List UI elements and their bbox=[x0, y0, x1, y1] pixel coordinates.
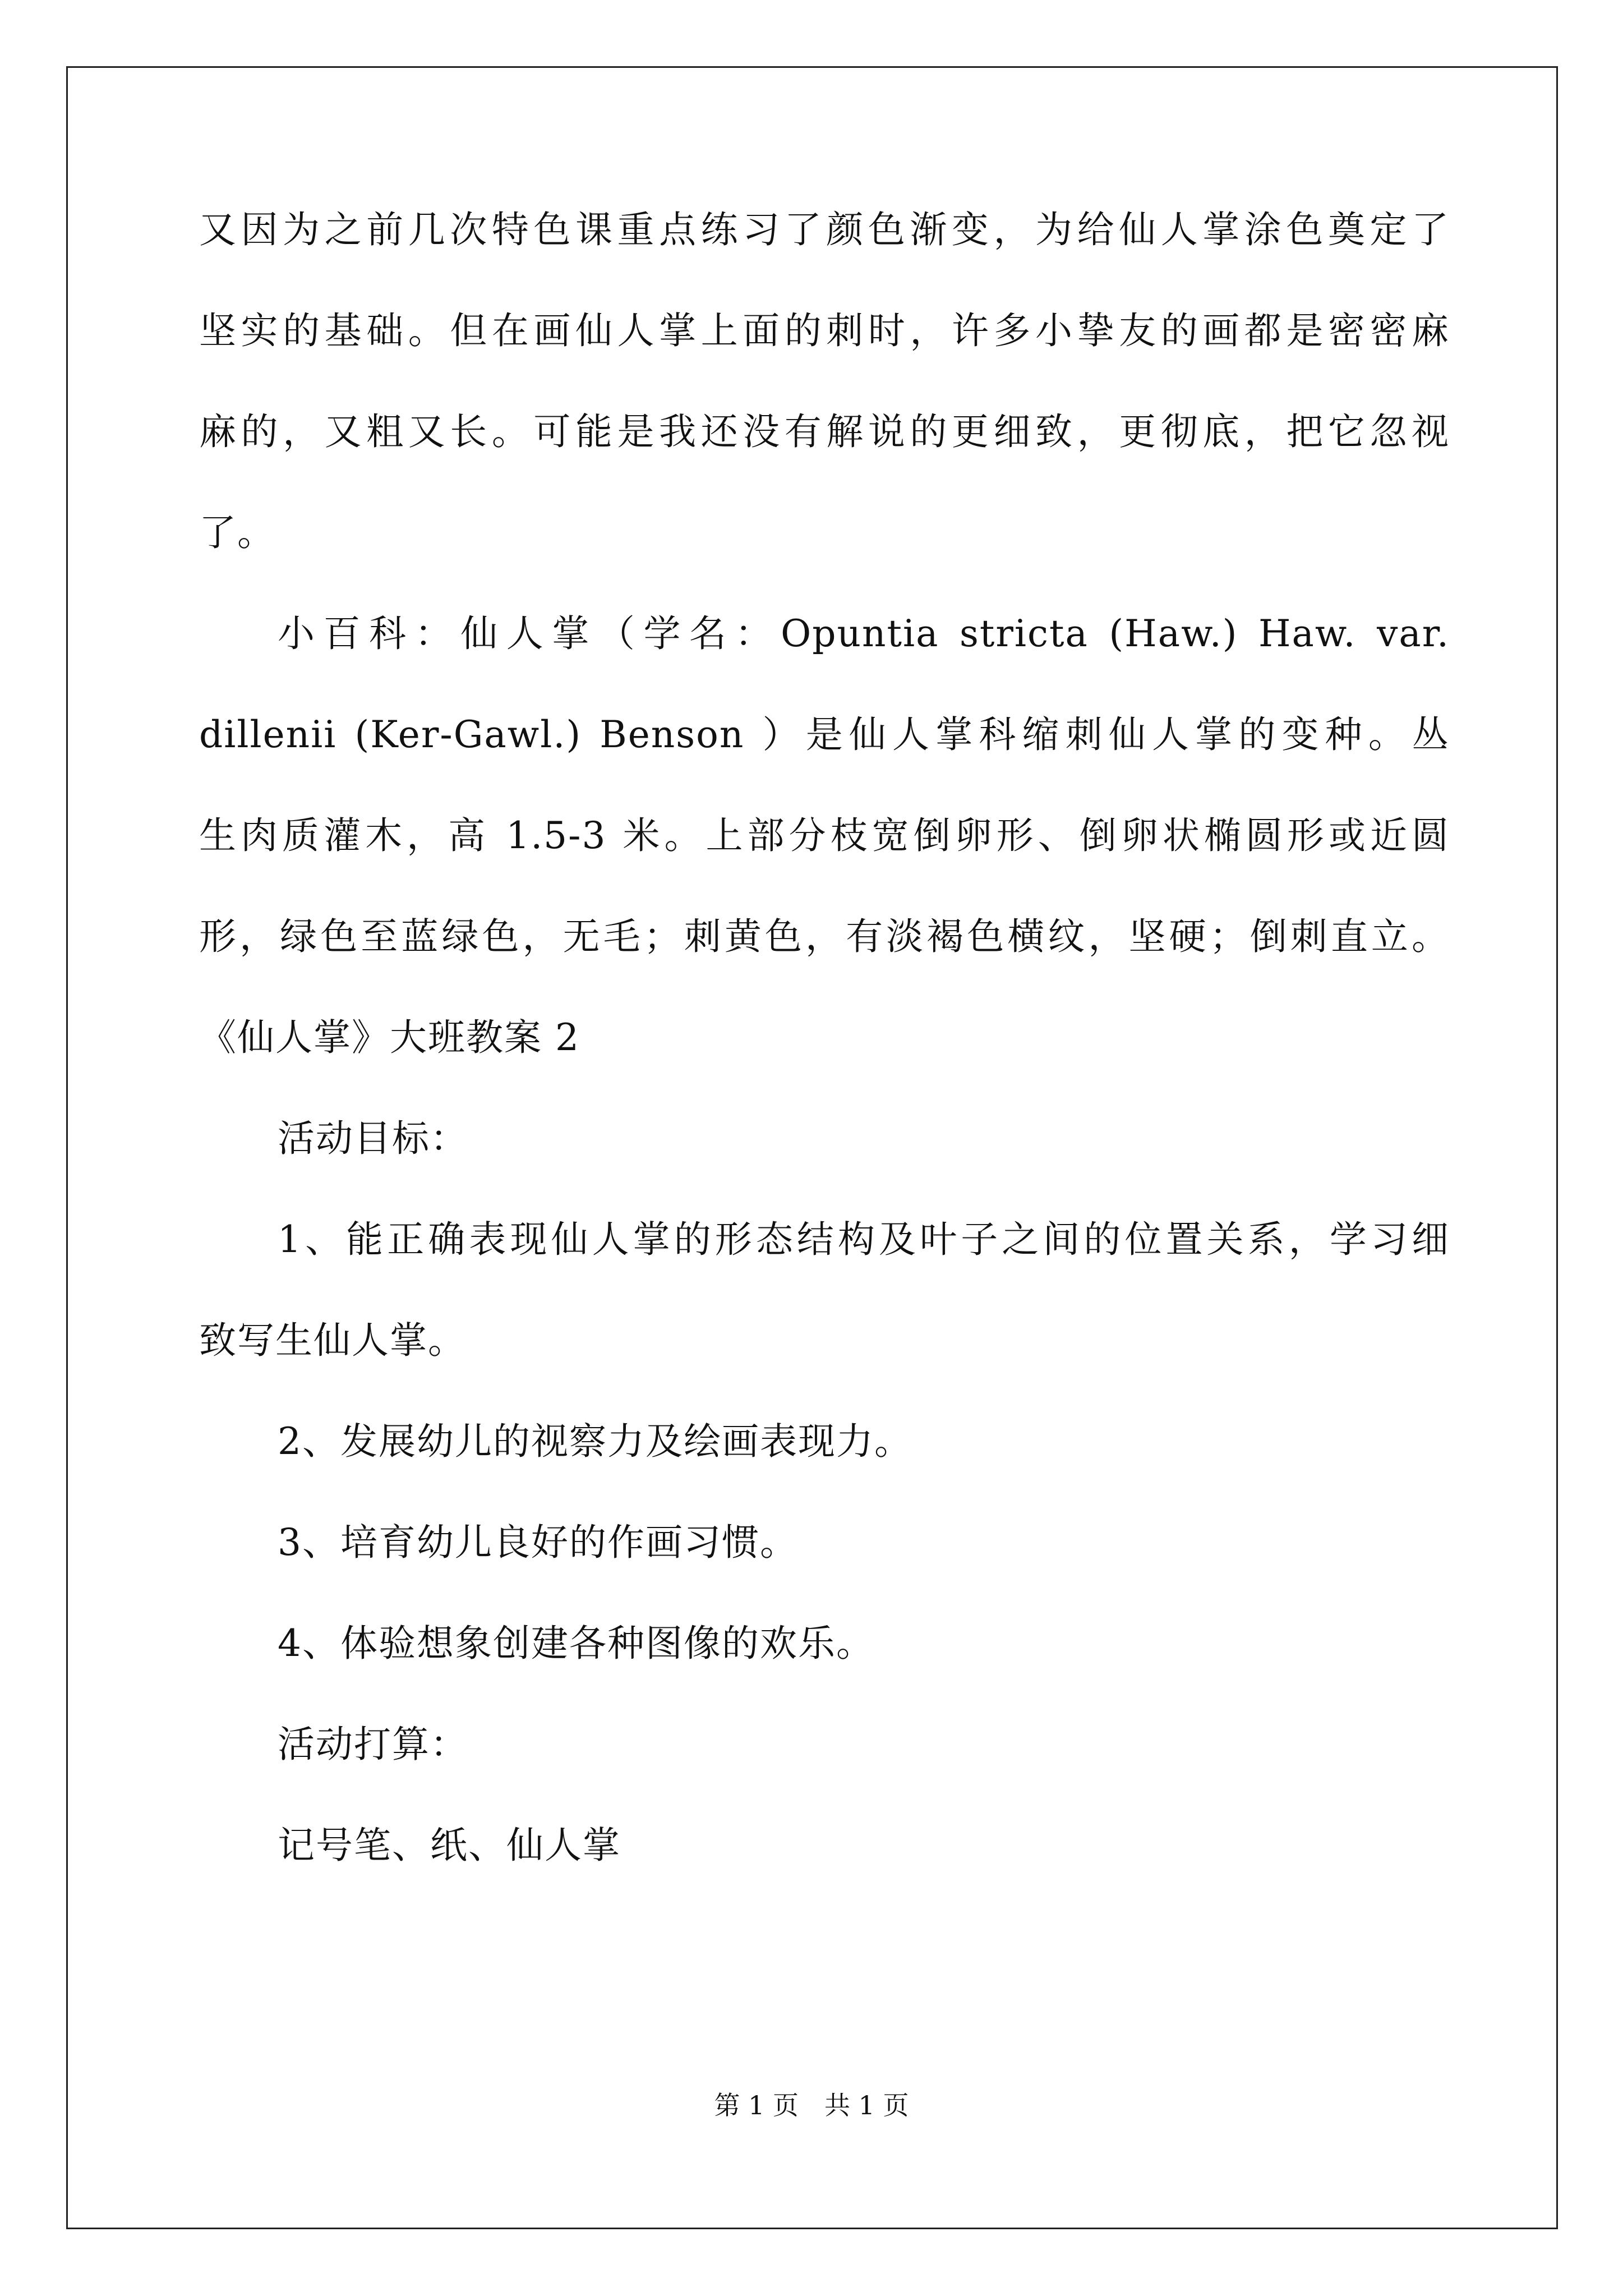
page-number: 第 1 页 共 1 页 bbox=[714, 2090, 909, 2120]
paragraph-line: 了。 bbox=[199, 511, 275, 554]
subheading-goals: 活动目标： bbox=[278, 1117, 468, 1160]
section-heading: 《仙人掌》大班教案 2 bbox=[199, 1016, 580, 1059]
list-item: 4、体验想象创建各种图像的欢乐。 bbox=[278, 1622, 874, 1665]
materials-line: 记号笔、纸、仙人掌 bbox=[278, 1824, 621, 1867]
paragraph-line: 小百科：仙人掌（学名：Opuntia stricta (Haw.) Haw. var. bbox=[278, 612, 1450, 655]
paragraph-line: 坚实的基础。但在画仙人掌上面的刺时，许多小挚友的画都是密密麻 bbox=[199, 309, 1450, 352]
paragraph-line: 又因为之前几次特色课重点练习了颜色渐变，为给仙人掌涂色奠定了 bbox=[199, 208, 1450, 251]
paragraph-line: 麻的，又粗又长。可能是我还没有解说的更细致，更彻底，把它忽视 bbox=[199, 410, 1450, 453]
paragraph-line: 形，绿色至蓝绿色，无毛；刺黄色，有淡褐色横纹，坚硬；倒刺直立。 bbox=[199, 915, 1450, 958]
list-item: 1、能正确表现仙人掌的形态结构及叶子之间的位置关系，学习细 bbox=[278, 1218, 1450, 1261]
list-item: 2、发展幼儿的视察力及绘画表现力。 bbox=[278, 1420, 912, 1463]
paragraph-line: dillenii (Ker-Gawl.) Benson ）是仙人掌科缩刺仙人掌的变种。丛 bbox=[199, 713, 1450, 756]
subheading-preparation: 活动打算： bbox=[278, 1723, 468, 1766]
list-item-continuation: 致写生仙人掌。 bbox=[199, 1319, 466, 1362]
list-item: 3、培育幼儿良好的作画习惯。 bbox=[278, 1521, 798, 1564]
paragraph-line: 生肉质灌木，高 1.5-3 米。上部分枝宽倒卵形、倒卵状椭圆形或近圆 bbox=[199, 814, 1450, 857]
